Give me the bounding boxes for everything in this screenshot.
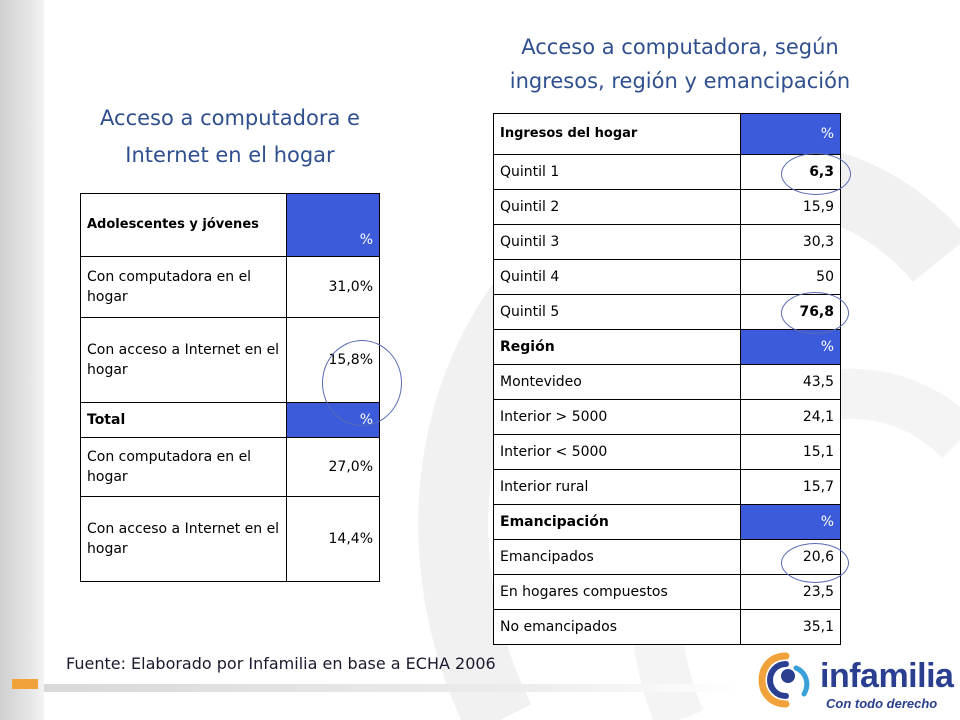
table-row bbox=[494, 365, 841, 400]
table-cell: No emancipados bbox=[494, 610, 741, 645]
source-note: Fuente: Elaborado por Infamilia en base a ECHA 2006 bbox=[66, 654, 496, 673]
table-cell: Con computadora en el hogar bbox=[81, 257, 287, 318]
table-cell: 24,1 bbox=[741, 400, 841, 435]
left-title-line1: Acceso a computadora e bbox=[100, 106, 360, 130]
table-subheader-cell: Emancipación bbox=[494, 505, 741, 540]
table-cell: Con acceso a Internet en el hogar bbox=[81, 318, 287, 403]
table-row bbox=[494, 575, 841, 610]
highlight-circle bbox=[322, 340, 402, 426]
table-subheader-cell: % bbox=[741, 330, 841, 365]
table-cell: 6,3 bbox=[741, 155, 841, 190]
table-row bbox=[81, 438, 380, 497]
table-subheader-cell: Región bbox=[494, 330, 741, 365]
table-cell: Quintil 5 bbox=[494, 295, 741, 330]
table-cell: 15,7 bbox=[741, 470, 841, 505]
table-header-cell: Ingresos del hogar bbox=[494, 114, 741, 155]
table-cell: 15,9 bbox=[741, 190, 841, 225]
table-cell: 35,1 bbox=[741, 610, 841, 645]
right-title-line2: ingresos, región y emancipación bbox=[509, 69, 851, 93]
infamilia-logo-icon bbox=[756, 650, 816, 710]
highlight-circle bbox=[781, 543, 849, 583]
table-cell: Con acceso a Internet en el hogar bbox=[81, 497, 287, 582]
table-cell: 27,0% bbox=[287, 438, 380, 497]
table-row bbox=[494, 400, 841, 435]
table-cell: Quintil 4 bbox=[494, 260, 741, 295]
highlight-circle bbox=[781, 292, 849, 334]
table-cell: 14,4% bbox=[287, 497, 380, 582]
table-row bbox=[494, 610, 841, 645]
left-title-line2: Internet en el hogar bbox=[125, 143, 335, 167]
table-cell: 23,5 bbox=[741, 575, 841, 610]
table-subheader-row bbox=[494, 505, 841, 540]
highlight-circle bbox=[781, 153, 851, 195]
table-row bbox=[494, 260, 841, 295]
table-cell: Con computadora en el hogar bbox=[81, 438, 287, 497]
table-row bbox=[494, 190, 841, 225]
table-header-row bbox=[81, 194, 380, 257]
table-row bbox=[81, 257, 380, 318]
logo-tagline: Con todo derecho bbox=[826, 696, 938, 711]
right-title bbox=[470, 30, 890, 98]
bottom-divider bbox=[44, 684, 744, 692]
right-title-line1: Acceso a computadora, según bbox=[521, 35, 839, 59]
table-row bbox=[494, 435, 841, 470]
table-cell: Quintil 2 bbox=[494, 190, 741, 225]
table-cell: Quintil 3 bbox=[494, 225, 741, 260]
table-header-cell: Adolescentes y jóvenes bbox=[81, 194, 287, 257]
table-cell: 20,6 bbox=[741, 540, 841, 575]
table-cell: 50 bbox=[741, 260, 841, 295]
table-cell: En hogares compuestos bbox=[494, 575, 741, 610]
table-row bbox=[81, 497, 380, 582]
table-row bbox=[494, 225, 841, 260]
table-cell: 31,0% bbox=[287, 257, 380, 318]
table-cell: 76,8 bbox=[741, 295, 841, 330]
table-cell: 15,1 bbox=[741, 435, 841, 470]
left-decorative-band bbox=[0, 0, 44, 720]
table-header-cell: % bbox=[287, 194, 380, 257]
table-subheader-cell: Total bbox=[81, 403, 287, 438]
table-subheader-cell: % bbox=[287, 403, 380, 438]
table-cell: Montevideo bbox=[494, 365, 741, 400]
left-title bbox=[60, 100, 400, 174]
table-header-cell: % bbox=[741, 114, 841, 155]
table-cell: 43,5 bbox=[741, 365, 841, 400]
table-cell: 15,8% bbox=[287, 318, 380, 403]
table-header-row bbox=[494, 114, 841, 155]
table-cell: Interior > 5000 bbox=[494, 400, 741, 435]
table-row bbox=[494, 470, 841, 505]
table-cell: Quintil 1 bbox=[494, 155, 741, 190]
table-cell: Interior rural bbox=[494, 470, 741, 505]
table-cell: Emancipados bbox=[494, 540, 741, 575]
table-cell: Interior < 5000 bbox=[494, 435, 741, 470]
table-subheader-row bbox=[494, 330, 841, 365]
accent-mark bbox=[12, 679, 38, 689]
table-cell: 30,3 bbox=[741, 225, 841, 260]
logo-wordmark: infamilia bbox=[820, 657, 954, 695]
table-subheader-cell: % bbox=[741, 505, 841, 540]
